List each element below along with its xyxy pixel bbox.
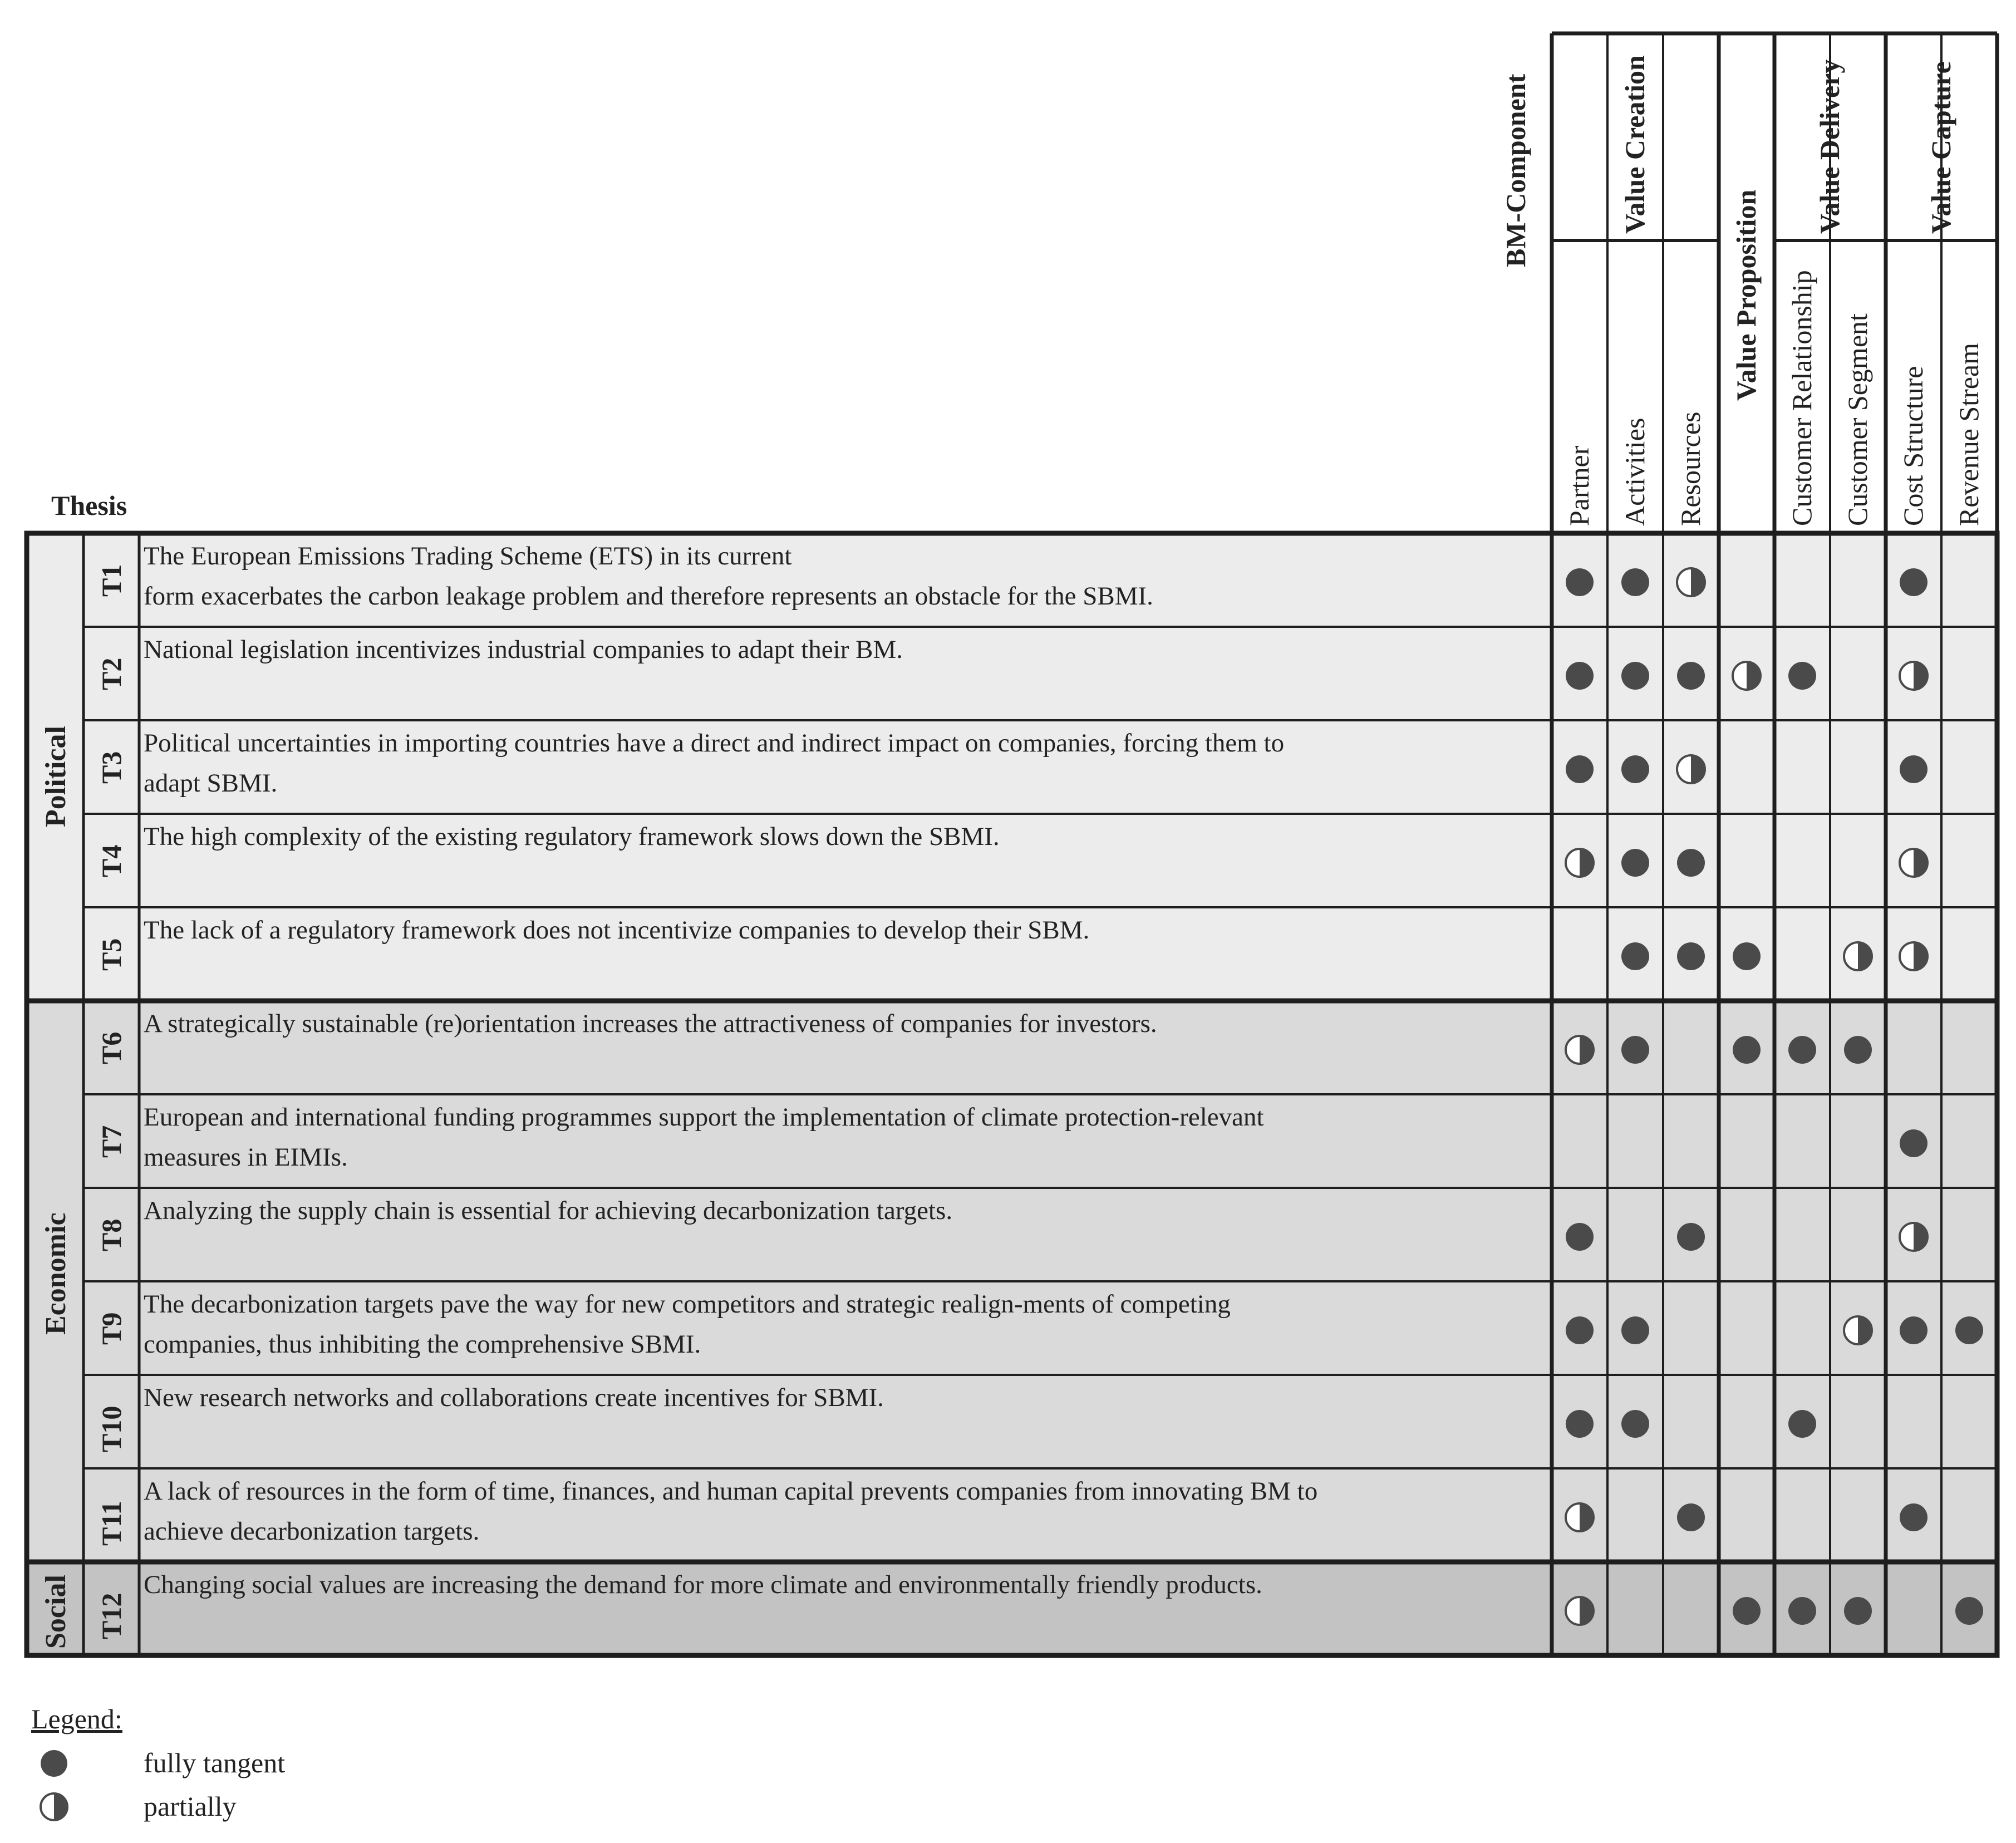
full-tangent-mark [1900,1129,1928,1157]
partial-mark [1900,1223,1928,1251]
thesis-text-line: Changing social values are increasing the demand for more climate and environmentally friendly products. [144,1570,1262,1599]
full-tangent-mark [1621,755,1649,783]
thesis-code: T1 [96,564,127,597]
thesis-text-line: The lack of a regulatory framework does not incentivize companies to develop their SBM. [144,916,1090,945]
partial-mark [1566,1036,1594,1064]
column-label-revenue-stream: Revenue Stream [1953,342,1984,526]
thesis-code: T9 [96,1312,127,1345]
thesis-text-line: Political uncertainties in importing countries have a direct and indirect impact on companies, forcing them to [144,729,1285,758]
full-tangent-mark [1955,1316,1983,1344]
partial-mark [1733,662,1761,690]
category-label-social: Social [40,1575,72,1649]
partial-mark [1900,662,1928,690]
full-tangent-mark [1900,568,1928,596]
full-tangent-mark [1733,1597,1761,1625]
full-tangent-mark [1621,1410,1649,1438]
column-group-label: Value Creation [1619,55,1650,234]
legend-label: fully tangent [144,1747,286,1778]
thesis-text-line: The decarbonization targets pave the way for new competitors and strategic realign-ments of competing [144,1290,1231,1319]
full-tangent-mark [1677,1223,1705,1251]
thesis-code: T7 [96,1125,127,1158]
full-tangent-mark [1677,1503,1705,1531]
column-label-customer-relationship: Customer Relationship [1786,270,1817,526]
full-tangent-mark [1677,849,1705,877]
legend-partial-mark-half [54,1793,67,1820]
column-label-customer-segment: Customer Segment [1842,313,1873,526]
thesis-code: T5 [96,938,127,971]
thesis-text-line: adapt SBMI. [144,769,278,798]
column-group-label: Value Delivery [1814,59,1845,234]
full-tangent-mark [1621,1036,1649,1064]
full-tangent-mark [1788,1597,1816,1625]
full-tangent-mark [1621,942,1649,970]
thesis-text-line: form exacerbates the carbon leakage problem and therefore represents an obstacle for the SBMI. [144,582,1153,611]
partial-mark [1677,755,1705,783]
thesis-text-line: National legislation incentivizes industrial companies to adapt their BM. [144,635,903,664]
full-tangent-mark [1566,568,1594,596]
partial-mark [1900,942,1928,970]
full-tangent-mark [1844,1597,1872,1625]
full-tangent-mark [1900,1503,1928,1531]
thesis-text-line: The high complexity of the existing regulatory framework slows down the SBMI. [144,822,1000,851]
thesis-code: T10 [96,1405,127,1452]
full-tangent-mark [1621,1316,1649,1344]
thesis-text-line: achieve decarbonization targets. [144,1517,480,1546]
thesis-label: Thesis [51,490,127,521]
full-tangent-mark [1621,662,1649,690]
column-group-label: Value Capture [1925,61,1956,234]
thesis-text-line: companies, thus inhibiting the comprehensive SBMI. [144,1330,701,1359]
partial-mark [1677,568,1705,596]
full-tangent-mark [1566,1410,1594,1438]
full-tangent-mark [1900,1316,1928,1344]
legend-full-mark [41,1750,67,1777]
thesis-text-line: New research networks and collaborations create incentives for SBMI. [144,1383,884,1412]
column-label-resources: Resources [1675,411,1706,526]
full-tangent-mark [1566,1316,1594,1344]
column-group-label: Value Proposition [1730,189,1762,401]
full-tangent-mark [1733,942,1761,970]
thesis-code: T2 [96,657,127,690]
full-tangent-mark [1955,1597,1983,1625]
full-tangent-mark [1733,1036,1761,1064]
full-tangent-mark [1566,755,1594,783]
thesis-code: T4 [96,844,127,877]
partial-mark [1844,1316,1872,1344]
thesis-text-line: European and international funding programmes support the implementation of climate protection-relevant [144,1103,1264,1132]
legend-title: Legend: [31,1703,122,1734]
thesis-text-line: Analyzing the supply chain is essential for achieving decarbonization targets. [144,1196,953,1225]
partial-mark [1566,849,1594,877]
thesis-code: T8 [96,1218,127,1251]
category-label-political: Political [40,726,72,827]
full-tangent-mark [1788,662,1816,690]
full-tangent-mark [1844,1036,1872,1064]
full-tangent-mark [1566,1223,1594,1251]
full-tangent-mark [1621,849,1649,877]
full-tangent-mark [1621,568,1649,596]
thesis-code: T6 [96,1031,127,1064]
full-tangent-mark [1788,1410,1816,1438]
full-tangent-mark [1677,942,1705,970]
thesis-code: T12 [96,1593,127,1639]
thesis-text-line: The European Emissions Trading Scheme (ETS) in its current [144,542,792,571]
thesis-text-line: measures in EIMIs. [144,1143,348,1172]
thesis-code: T11 [96,1501,127,1546]
partial-mark [1844,942,1872,970]
full-tangent-mark [1566,662,1594,690]
column-label-partner: Partner [1563,445,1595,526]
thesis-text-line: A strategically sustainable (re)orientation increases the attractiveness of companies for investors. [144,1009,1157,1038]
partial-mark [1566,1597,1594,1625]
thesis-code: T3 [96,751,127,784]
legend-label: partially [144,1791,237,1822]
bm-component-label: BM-Component [1500,73,1531,267]
column-label-cost-structure: Cost Structure [1897,366,1929,526]
category-label-economic: Economic [40,1212,72,1335]
full-tangent-mark [1677,662,1705,690]
column-label-activities: Activities [1619,417,1650,526]
full-tangent-mark [1788,1036,1816,1064]
full-tangent-mark [1900,755,1928,783]
partial-mark [1900,849,1928,877]
thesis-text-line: A lack of resources in the form of time, finances, and human capital prevents companies from innovating BM to [144,1477,1318,1506]
partial-mark [1566,1503,1594,1531]
